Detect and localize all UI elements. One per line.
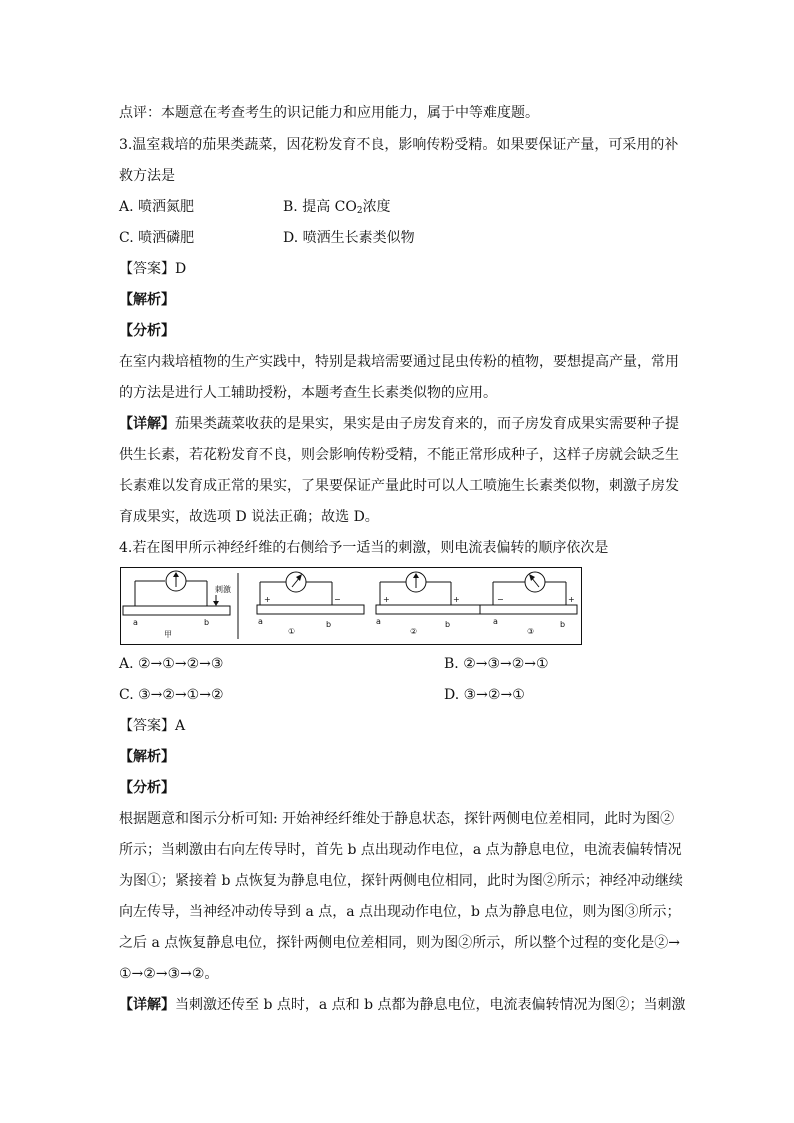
nerve-fiber-1 — [257, 605, 364, 614]
q3-analysis-heading: 【解析】 — [119, 292, 175, 308]
stimulus-label: 刺激 — [215, 585, 231, 594]
panel-3 — [480, 572, 577, 636]
q3-option-b — [283, 197, 391, 221]
q3-detail-line4: 育成果实，故选项 D 说法正确；故选 D。 — [119, 509, 379, 525]
q4-answer: 【答案】A — [119, 718, 186, 734]
q3-fenxi-line2: 的方法是进行人工辅助授粉，本题考查生长素类似物的应用。 — [119, 385, 497, 401]
q3-answer: 【答案】D — [119, 261, 187, 277]
q3-option-a: A. 喷洒氮肥 — [119, 199, 195, 215]
q3-stem-line2: 救方法是 — [119, 168, 175, 184]
q3-stem-line1: 3.温室栽培的茄果类蔬菜，因花粉发育不良，影响传粉受精。如果要保证产量，可采用的补 — [119, 137, 679, 153]
q4-option-a: A. ②→①→②→③ — [119, 656, 224, 672]
label-b-1: b — [326, 620, 332, 629]
nerve-fiber-2 — [376, 605, 483, 614]
nerve-fiber-jia — [123, 606, 230, 615]
q4-fenxi-line6: ①→②→③→②。 — [119, 966, 219, 982]
q4-fenxi-heading: 【分析】 — [119, 780, 175, 796]
q3-detail-line1 — [119, 414, 679, 434]
label-jia: 甲 — [164, 630, 172, 639]
q3-fenxi-line1: 在室内栽培植物的生产实践中，特别是栽培需要通过昆虫传粉的植物，要想提高产量，常用 — [119, 354, 679, 370]
q4-analysis-heading: 【解析】 — [119, 749, 175, 765]
q3-detail-line3: 长素难以发育成正常的果实，了果要保证产量此时可以人工喷施生长素类似物，刺激子房发 — [119, 478, 679, 494]
comment-line: 点评：本题意在考查考生的识记能力和应用能力，属于中等难度题。 — [119, 105, 539, 121]
label-panel-2: ② — [410, 627, 418, 636]
minus-3: − — [497, 595, 504, 604]
q3-option-d: D. 喷洒生长素类似物 — [283, 230, 415, 246]
q3-detail-line2: 供生长素，若花粉发育不良，则会影响传粉受精，不能正常形成种子，这样子房就会缺乏生 — [119, 447, 679, 463]
plus-1: + — [264, 595, 271, 604]
plus-2b: + — [453, 595, 460, 604]
minus-1: − — [334, 595, 341, 604]
q4-detail-text1: 当刺激还传至 b 点时，a 点和 b 点都为静息电位，电流表偏转情况为图②；当刺激 — [175, 997, 686, 1013]
q3-detail-tag: 【详解】 — [119, 416, 175, 432]
label-panel-3: ③ — [527, 627, 535, 636]
q4-fenxi-line4: 向左传导，当神经冲动传导到 a 点，a 点出现动作电位，b 点为静息电位，则为图③所示； — [119, 904, 681, 920]
label-b-jia: b — [204, 618, 210, 627]
label-b-2: b — [445, 620, 451, 629]
q4-option-d: D. ③→②→① — [444, 687, 525, 703]
q3-fenxi-heading: 【分析】 — [119, 323, 175, 339]
plus-3: + — [568, 595, 575, 604]
panel-jia — [123, 571, 231, 639]
q4-fenxi-line1: 根据题意和图示分析可知: 开始神经纤维处于静息状态，探针两侧电位差相同，此时为图② — [119, 811, 675, 827]
q4-fenxi-line3: 为图①；紧接着 b 点恢复为静息电位，探针两侧电位相同，此时为图②所示；神经冲动继续 — [119, 873, 683, 889]
panel-1 — [257, 572, 364, 636]
q4-option-c: C. ③→②→①→② — [119, 687, 224, 703]
label-b-3: b — [560, 620, 566, 629]
nerve-fiber-figure — [120, 567, 582, 645]
label-a-2: a — [376, 617, 381, 626]
label-a-3: a — [493, 617, 498, 626]
q3-option-b-subscript: 2 — [356, 206, 363, 216]
label-a-1: a — [258, 617, 263, 626]
q3-option-b-text: B. 提高 CO — [283, 199, 357, 215]
q4-option-b: B. ②→③→②→① — [444, 656, 549, 672]
panel-2 — [376, 572, 483, 636]
q4-detail-line1 — [119, 995, 686, 1015]
q4-stem: 4.若在图甲所示神经纤维的右侧给予一适当的刺激，则电流表偏转的顺序依次是 — [119, 540, 609, 556]
label-panel-1: ① — [288, 627, 296, 636]
q4-detail-tag: 【详解】 — [119, 997, 175, 1013]
q3-option-c: C. 喷洒磷肥 — [119, 230, 195, 246]
q3-detail-text1: 茄果类蔬菜收获的是果实，果实是由子房发育来的，而子房发育成果实需要种子提 — [175, 416, 679, 432]
label-a-jia: a — [133, 618, 138, 627]
nerve-fiber-3 — [480, 605, 577, 614]
q4-fenxi-line5: 之后 a 点恢复静息电位，探针两侧电位差相同，则为图②所示，所以整个过程的变化是②→ — [119, 935, 680, 951]
q3-option-b-suffix: 浓度 — [362, 199, 391, 215]
plus-2a: + — [383, 595, 390, 604]
q4-fenxi-line2: 所示；当刺激由右向左传导时，首先 b 点出现动作电位，a 点为静息电位，电流表偏转情况 — [119, 842, 682, 858]
